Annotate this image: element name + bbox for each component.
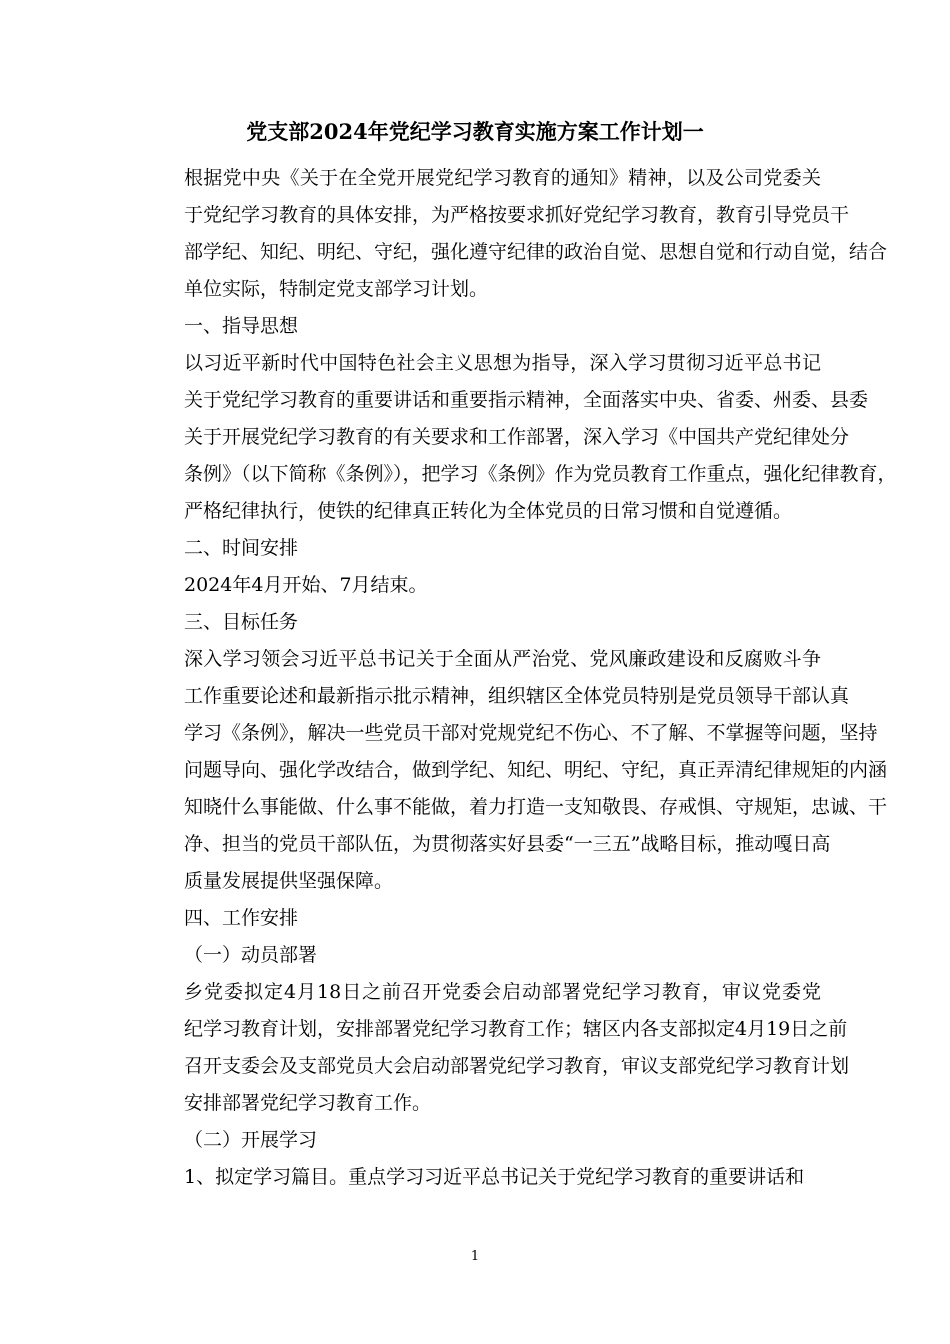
paragraph-line: 安排部署党纪学习教育工作。	[184, 1092, 432, 1114]
paragraph-line: 深入学习领会习近平总书记关于全面从严治党、党风廉政建设和反腐败斗争	[184, 648, 821, 670]
paragraph-line: 部学纪、知纪、明纪、守纪，强化遵守纪律的政治自觉、思想自觉和行动自觉，结合	[184, 241, 888, 263]
paragraph	[146, 160, 888, 308]
paragraph-line: 净、担当的党员干部队伍，为贯彻落实好县委“一三五”战略目标，推动嘎日高	[184, 833, 831, 855]
paragraph-line: 条例》（以下简称《条例》），把学习《条例》作为党员教育工作重点，强化纪律教育，	[184, 463, 897, 485]
paragraph	[146, 345, 897, 530]
paragraph-line: 乡党委拟定4月18日之前召开党委会启动部署党纪学习教育，审议党委党	[184, 981, 821, 1003]
section-heading: 2024年4月开始、7月结束。	[184, 574, 428, 596]
paragraph-line: 关于开展党纪学习教育的有关要求和工作部署，深入学习《中国共产党纪律处分	[184, 426, 850, 448]
paragraph-line: 以习近平新时代中国特色社会主义思想为指导，深入学习贯彻习近平总书记	[184, 352, 821, 374]
paragraph-line: 关于党纪学习教育的重要讲话和重要指示精神，全面落实中央、省委、州委、县委	[184, 389, 869, 411]
paragraph-line: 知晓什么事能做、什么事不能做，着力打造一支知敬畏、存戒惧、守规矩，忠诚、干	[184, 796, 888, 818]
paragraph-line: 召开支委会及支部党员大会启动部署党纪学习教育，审议支部党纪学习教育计划	[184, 1055, 850, 1077]
paragraph-line: 严格纪律执行，使铁的纪律真正转化为全体党员的日常习惯和自觉遵循。	[184, 500, 793, 522]
paragraph-line: 单位实际，特制定党支部学习计划。	[184, 278, 489, 300]
page-number: 1	[470, 1249, 480, 1264]
paragraph-line: 根据党中央《关于在全党开展党纪学习教育的通知》精神，以及公司党委关	[184, 167, 821, 189]
paragraph	[146, 641, 888, 900]
section-heading: 三、目标任务	[184, 611, 299, 633]
paragraph-line: 1、拟定学习篇目。重点学习习近平总书记关于党纪学习教育的重要讲话和	[184, 1166, 805, 1188]
paragraph-line: 纪学习教育计划，安排部署党纪学习教育工作；辖区内各支部拟定4月19日之前	[184, 1018, 848, 1040]
section-heading: （二）开展学习	[184, 1129, 318, 1151]
paragraph-line: 质量发展提供坚强保障。	[184, 870, 394, 892]
paragraph	[146, 1159, 821, 1196]
paragraph-line: 学习《条例》，解决一些党员干部对党规党纪不伤心、不了解、不掌握等问题，坚持	[184, 722, 878, 744]
paragraph-line: 问题导向、强化学改结合，做到学纪、知纪、明纪、守纪，真正弄清纪律规矩的内涵	[184, 759, 888, 781]
section-heading: 四、工作安排	[184, 907, 299, 929]
document-body	[146, 160, 897, 1196]
section-heading: （一）动员部署	[184, 944, 318, 966]
section-heading: 二、时间安排	[184, 537, 299, 559]
paragraph	[146, 974, 850, 1122]
document-title: 党支部2024年党纪学习教育实施方案工作计划一	[246, 119, 704, 144]
paragraph-line: 于党纪学习教育的具体安排，为严格按要求抓好党纪学习教育，教育引导党员干	[184, 204, 850, 226]
paragraph-line: 工作重要论述和最新指示批示精神，组织辖区全体党员特别是党员领导干部认真	[184, 685, 850, 707]
section-heading: 一、指导思想	[184, 315, 299, 337]
